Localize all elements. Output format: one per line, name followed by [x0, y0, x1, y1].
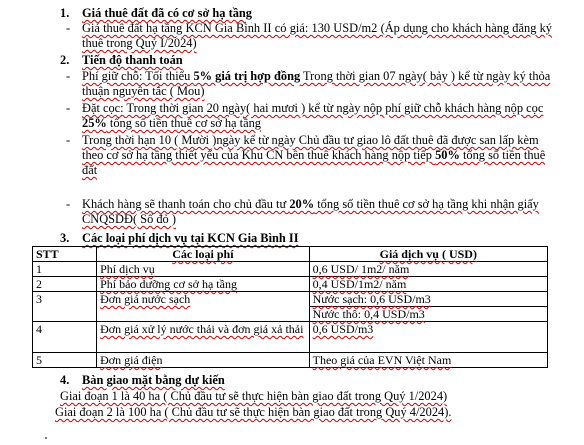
section-3-title: Các loại phí dịch vụ tại KCN Gia Bình II [82, 231, 299, 245]
row-fee: Đơn giá nước sạch [97, 292, 310, 322]
section-2-title: Tiến độ thanh toán [82, 53, 183, 67]
row-price-raw-water: Nước thô: 0,4 USD/m3 [309, 307, 547, 322]
row-stt: 5 [33, 353, 97, 368]
bullet-dash: - [66, 21, 71, 35]
section-1-number: 1. [60, 6, 70, 20]
row-stt: 2 [33, 277, 97, 292]
section-2-number: 2. [60, 53, 70, 67]
header-price: Giá dịch vụ ( USD) [309, 247, 547, 262]
bullet-dash: - [66, 101, 71, 115]
section-1-title: Giá thuê đất đã có cơ sở hạ tầng [82, 6, 252, 20]
row-stt: 1 [33, 262, 97, 277]
row-fee: Đơn giá điện [97, 353, 310, 368]
table-row [33, 322, 548, 353]
row-price: Theo giá của EVN Việt Nam [309, 353, 547, 368]
deposit-fee-bullet: Phí giữ chỗ: Tối thiểu 5% giá trị hợp đồng Trong thời gian 07 ngày( bảy ) kể từ ngày ký thỏa thuận nguyên tắc ( Mou) [82, 69, 551, 98]
row-stt: 4 [33, 322, 97, 353]
service-fee-table [32, 246, 548, 368]
table-row [33, 277, 548, 292]
row-price: 0,6 USD/m3 [309, 322, 547, 353]
row-stt: 3 [33, 292, 97, 322]
section-4-number: 4. [60, 373, 70, 387]
bullet-dash: - [66, 197, 71, 211]
row-fee: Đơn giá xử lý nước thải và đơn giá xả thải [97, 322, 310, 353]
table-row [33, 262, 548, 277]
table-header-row [33, 247, 548, 262]
handover-phase-2: Giai đoạn 2 là 100 ha ( Chủ đầu tư sẽ thực hiện bàn giao đất trong Quý 4/2024). [55, 405, 452, 419]
land-price-bullet: Giá thuê đất hạ tầng KCN Gia Bình II có giá: 130 USD/m2 (Áp dụng cho khách hàng đăng ký thuê trong Quý I/2024) [82, 21, 552, 50]
handover-phase-1: Giai đoạn 1 là 40 ha ( Chủ đầu tư sẽ thực hiện bàn giao đất trong Quý 1/2024) [60, 389, 448, 403]
row-price: Nước sạch: 0,6 USD/m3 [309, 292, 547, 307]
section-4-title: Bàn giao mặt bằng dự kiến [82, 373, 225, 387]
row-price: 0,4 USD/1m2/ năm [309, 277, 547, 292]
row-fee: Phí dịch vụ [97, 262, 310, 277]
row-fee: Phí bảo dưỡng cơ sở hạ tầng [97, 277, 310, 292]
section-3-number: 3. [60, 231, 70, 245]
final-payment-bullet: Khách hàng sẽ thanh toán cho chủ đầu tư 20% tổng số tiền thuê cơ sở hạ tầng khi nhận giấy CNQSDĐ( Sổ đỏ ) [82, 197, 539, 226]
paragraph-mark-icon [44, 430, 50, 436]
table-row [33, 353, 548, 368]
header-fee-type: Các loại phí [97, 247, 310, 262]
bullet-dash: - [66, 133, 71, 147]
bullet-dash: - [66, 69, 71, 83]
installment-bullet: Trong thời hạn 10 ( Mười )ngày kể từ ngày Chủ đầu tư giao lô đất thuê đã được san lấp kèm theo cơ sở hạ tầng thiết yếu của Khu CN bên thuê khách hàng nộp tiếp 50% tổng số tiền thuê đất [82, 133, 546, 177]
header-stt: STT [33, 247, 97, 262]
row-price: 0,6 USD/ 1m2/ năm [309, 262, 547, 277]
table-row [33, 292, 548, 307]
down-payment-bullet: Đặt cọc: Trong thời gian 20 ngày( hai mươi ) kể từ ngày nộp phí giữ chỗ khách hàng nộp cọc 25% tổng số tiền thuê cơ sở hạ tầng [82, 101, 544, 130]
